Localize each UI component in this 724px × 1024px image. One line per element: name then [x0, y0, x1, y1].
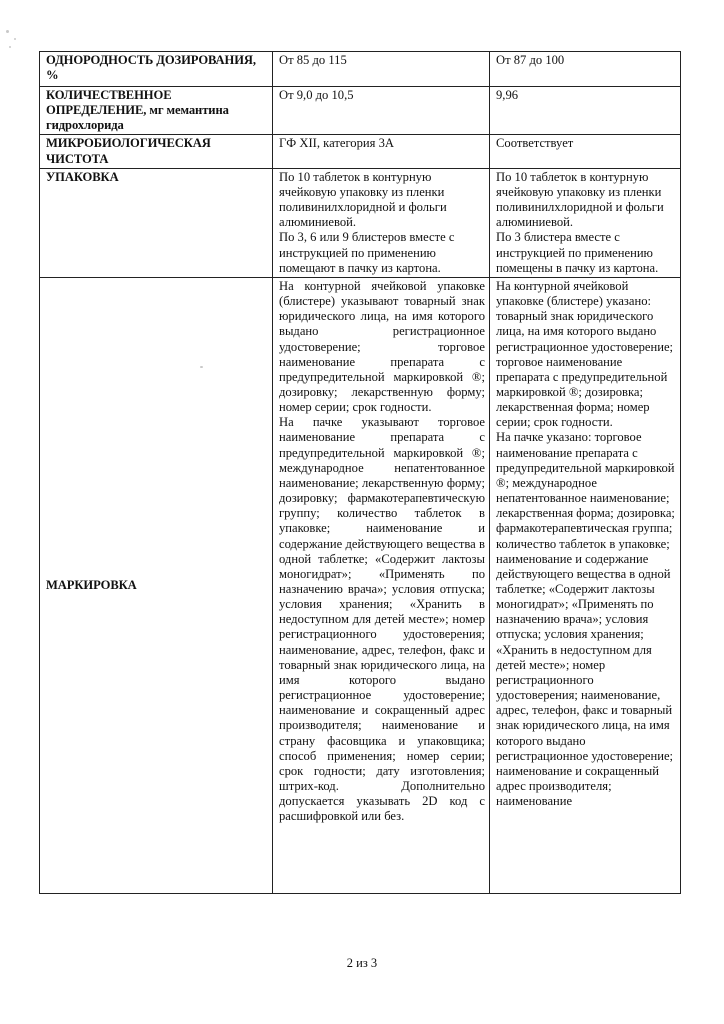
row-label: МИКРОБИОЛОГИЧЕСКАЯ ЧИСТОТА: [40, 135, 273, 168]
result-cell: По 10 таблеток в контурную ячейковую упаковку из пленки поливинилхлоридной и фольги алюминиевой. По 3 блистера вместе с инструкцией по применению помещены в пачку из картона.: [490, 168, 681, 277]
result-cell: На контурной ячейковой упаковке (блистере) указано: товарный знак юридического лица, на имя которого выдано регистрационное удостоверение; торговое наименование препарата с предупредительной маркировкой ®; дозировка; лекарственная форма; номер серии; срок годности. На пачке указано: торговое наименование препарата с предупредительной маркировкой ®; международное непатентованное наименование; лекарственная форма; дозировка; фармакотерапевтическая группа; количество таблеток в упаковке; наименование и содержание действующего вещества в одной таблетке; «Содержит лактозы моногидрат»; «Применять по назначению врача»; условия отпуска; условия хранения; «Хранить в недоступном для детей месте»; номер регистрационного удостоверения; наименование, адрес, телефон, факс и товарный знак юридического лица, на имя которого выдано регистрационное удостоверение; наименование и сокращенный адрес производителя; наименование: [490, 277, 681, 893]
requirement-cell: От 9,0 до 10,5: [273, 87, 490, 135]
row-label: МАРКИРОВКА: [40, 277, 273, 893]
row-label: КОЛИЧЕСТВЕННОЕ ОПРЕДЕЛЕНИЕ, мг мемантина гидрохлорида: [40, 87, 273, 135]
result-cell: От 87 до 100: [490, 52, 681, 87]
table-row: [40, 87, 681, 135]
requirement-cell: От 85 до 115: [273, 52, 490, 87]
specification-table: [39, 51, 681, 894]
requirement-cell: По 10 таблеток в контурную ячейковую упаковку из пленки поливинилхлоридной и фольги алюминиевой. По 3, 6 или 9 блистеров вместе с инструкцией по применению помещают в пачку из картона.: [273, 168, 490, 277]
table-row: [40, 135, 681, 168]
scan-speck: [14, 38, 16, 40]
row-label: ОДНОРОДНОСТЬ ДОЗИРОВАНИЯ, %: [40, 52, 273, 87]
result-cell: Соответствует: [490, 135, 681, 168]
scan-speck: [6, 30, 9, 33]
table-row: [40, 52, 681, 87]
page-number: 2 из 3: [346, 956, 378, 970]
scan-speck: [9, 46, 11, 48]
table-row: [40, 168, 681, 277]
requirement-cell: На контурной ячейковой упаковке (блистере) указывают товарный знак юридического лица, на имя которого выдано регистрационное удостоверение; торговое наименование препарата с предупредительной маркировкой ®; дозировку; лекарственную форму; номер серии; срок годности. На пачке указывают торговое наименование препарата с предупредительной маркировкой ®; международное непатентованное наименование; лекарственную форму; дозировку; фармакотерапевтическую группу; количество таблеток в упаковке; наименование и содержание действующего вещества в одной таблетке; «Содержит лактозы моногидрат»; «Применять по назначению врача»; условия отпуска; условия хранения; «Хранить в недоступном для детей месте»; номер регистрационного удостоверения; наименование, адрес, телефон, факс и товарный знак юридического лица, на имя которого выдано регистрационное удостоверение; наименование и сокращенный адрес производителя; наименование и страну фасовщика и упаковщика; способ применения; номер серии; срок годности; дату изготовления; штрих-код. Дополнительно допускается указывать 2D код с расшифровкой или без.: [273, 277, 490, 893]
result-cell: 9,96: [490, 87, 681, 135]
table-row: [40, 277, 681, 893]
requirement-cell: ГФ XII, категория 3А: [273, 135, 490, 168]
row-label: УПАКОВКА: [40, 168, 273, 277]
